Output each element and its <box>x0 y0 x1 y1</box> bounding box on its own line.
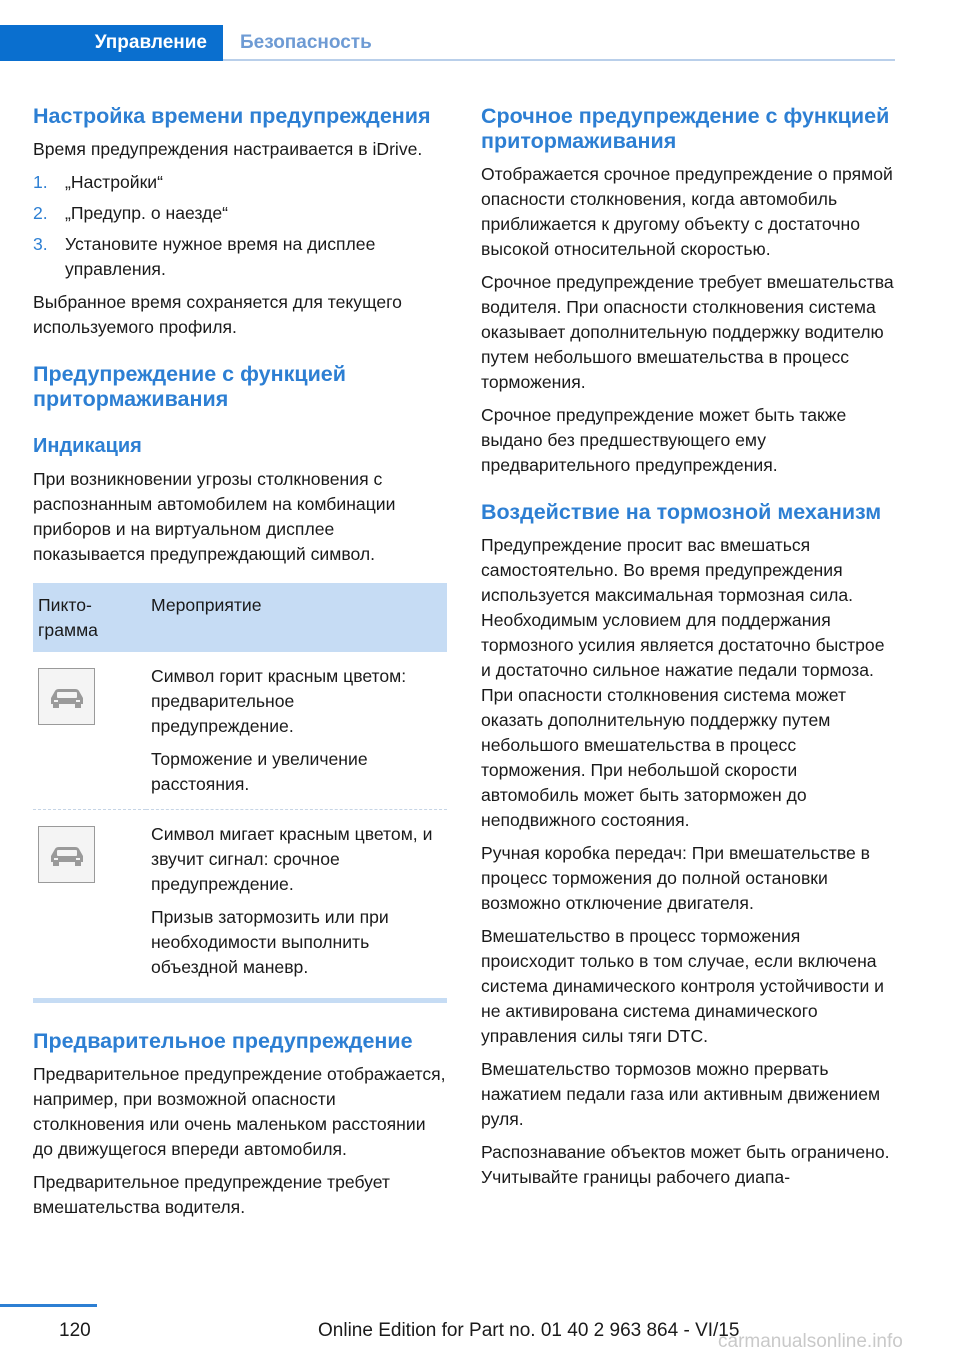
list-item <box>33 170 447 195</box>
section-title-indication: Индикация <box>33 435 142 457</box>
table-row <box>33 652 447 810</box>
paragraph: Ручная коробка передач: При вмешательстве в процесс торможения до полной остановки возможно отключение двигателя. <box>481 843 871 913</box>
edition-label: Online Edition for Part no. 01 40 2 963 864 - VI/15 <box>318 1320 740 1341</box>
paragraph: Предварительное предупреждение требует вмешательства водителя. <box>33 1172 390 1217</box>
table-bottom-bar <box>33 998 447 1003</box>
tab-bezopasnost[interactable]: Безопасность <box>240 32 372 53</box>
list-item <box>33 232 447 282</box>
paragraph: Распознавание объектов может быть ограничено. Учитывайте границы рабочего диапа- <box>481 1142 890 1187</box>
table-header-row <box>33 583 447 652</box>
left-column <box>33 104 447 1220</box>
paragraph: Отображается срочное предупреждение о прямой опасности столкновения, когда автомобиль приближается к другому объекту с достаточно высокой относительной скоростью. <box>481 164 893 259</box>
paragraph: Время предупреждения настраивается в iDrive. <box>33 139 423 159</box>
steps-list <box>33 170 447 282</box>
column-header-action: Мероприятие <box>146 583 447 652</box>
paragraph: Вмешательство в процесс торможения происходит только в том случае, если включена система динамического контроля устойчивости и не активирована система динамического управления силы тяги DTC. <box>481 926 884 1046</box>
section-title-warning-time: Настройка времени предупреждения <box>33 104 431 128</box>
section-title-pre-warning: Предварительное предупреждение <box>33 1029 413 1053</box>
step-text: „Настройки“ <box>65 172 163 192</box>
section-title-brake-intervention: Воздействие на тормозной механизм <box>481 500 882 524</box>
pictogram-table <box>33 583 447 992</box>
watermark: carmanualsonline.info <box>718 1331 903 1352</box>
step-number: 3. <box>33 234 48 254</box>
list-item <box>33 201 447 226</box>
paragraph: Предварительное предупреждение отображается, например, при возможной опасности столкновения или очень маленьком расстоянии до движущегося впереди автомобиля. <box>33 1064 446 1159</box>
step-number: 2. <box>33 203 48 223</box>
step-text: „Предупр. о наезде“ <box>65 203 228 223</box>
paragraph: Выбранное время сохраняется для текущего используемого профиля. <box>33 292 402 337</box>
paragraph: Предупреждение просит вас вмешаться самостоятельно. Во время предупреждения используется максимальная тормозная сила. Необходимым условием для поддержания тормозного усилия является достаточно быстрое и достаточно сильное нажатие педали тормоза. При опасности столкновения система может оказать дополнительную поддержку путем небольшого вмешательства в процесс торможения. При небольшой скорости автомобиль может быть заторможен до неподвижного состояния. <box>481 535 885 830</box>
paragraph: Срочное предупреждение может быть также выдано без предшествующего ему предварительного предупреждения. <box>481 405 847 475</box>
tab-upravlenie[interactable]: Управление <box>0 25 223 61</box>
page-number: 120 <box>59 1320 91 1341</box>
table-cell-text: Символ горит красным цветом: предварительное предупреждение. <box>151 666 407 736</box>
footer-divider <box>0 1304 97 1307</box>
table-cell-text: Призыв затормозить или при необходимости выполнить объездной маневр. <box>151 907 389 977</box>
paragraph: Вмешательство тормозов можно прервать нажатием педали газа или активным движением руля. <box>481 1059 881 1129</box>
header-divider <box>223 59 895 61</box>
table-cell-text: Торможение и увеличение расстояния. <box>151 749 368 794</box>
car-warning-icon <box>38 826 95 883</box>
car-warning-icon <box>38 668 95 725</box>
step-number: 1. <box>33 172 48 192</box>
section-title-urgent-warning: Срочное предупреждение с функцией притормаживания <box>481 104 890 153</box>
paragraph: Срочное предупреждение требует вмешательства водителя. При опасности столкновения система оказывает дополнительную поддержку водителю путем небольшого вмешательства в процесс торможения. <box>481 272 894 392</box>
section-title-braking-warning: Предупреждение с функцией притормаживания <box>33 362 346 411</box>
column-header-pictogram: Пикто-грамма <box>33 583 146 652</box>
paragraph: При возникновении угрозы столкновения с распознанным автомобилем на комбинации приборов и на виртуальном дисплее показывается предупреждающий символ. <box>33 469 396 564</box>
step-text: Установите нужное время на дисплее управления. <box>65 234 376 279</box>
right-column <box>481 104 897 1190</box>
page-header <box>0 0 960 64</box>
table-row <box>33 810 447 993</box>
table-cell-text: Символ мигает красным цветом, и звучит сигнал: срочное предупреждение. <box>151 824 433 894</box>
